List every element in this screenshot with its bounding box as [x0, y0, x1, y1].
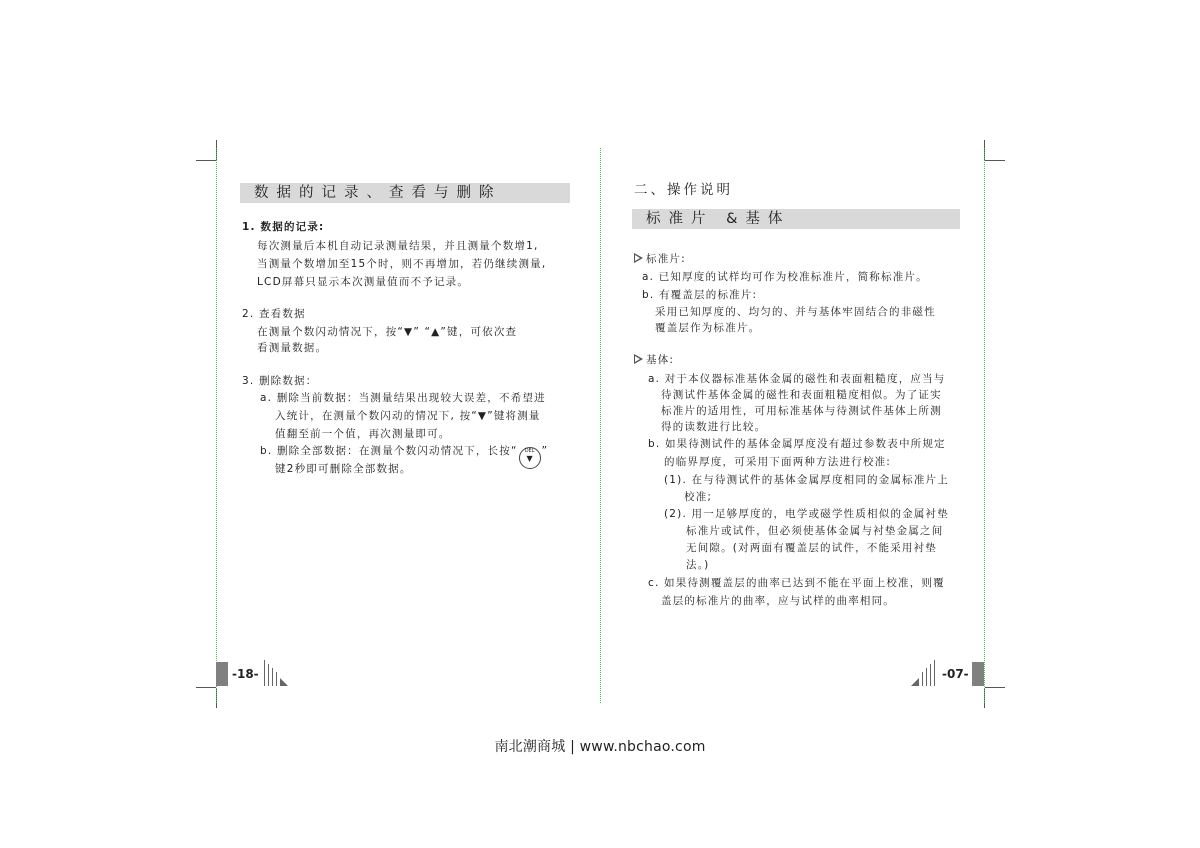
s2-line: 看测量数据。 [257, 342, 328, 354]
base-line: (2). 用一足够厚度的，电学或磁学性质相似的金属衬垫 [664, 508, 949, 520]
std-line: b. 有覆盖层的标准片: [642, 289, 758, 301]
s1-line: LCD屏幕只显示本次测量值而不予记录。 [257, 276, 470, 288]
base-line: 待测试件基体金属的磁性和表面粗糙度相似。为了证实 [661, 389, 942, 401]
std-line: a. 已知厚度的试样均可作为校准标准片，简称标准片。 [642, 271, 928, 283]
page-fold [600, 148, 601, 703]
base-line: 的临界厚度，可采用下面两种方法进行校准: [664, 456, 892, 468]
del-key-label: DEL [524, 448, 535, 454]
base-line: c. 如果待测覆盖层的曲率已达到不能在平面上校准，则覆 [648, 577, 945, 589]
tab-line [264, 660, 265, 686]
std-title-text: 标准片: [646, 253, 686, 265]
base-line: 无间隙。(对两面有覆盖层的试件，不能采用衬垫 [686, 542, 937, 554]
tab-line [276, 672, 277, 686]
s2-title: 2. 查看数据 [242, 308, 306, 320]
s3-b-close: ” [541, 445, 549, 457]
s1-line: 每次测量后本机自动记录测量结果，并且测量个数增1, [257, 240, 539, 252]
s3-b-text: b. 删除全部数据：在测量个数闪动情况下，长按“ [260, 445, 518, 457]
base-line: 标准片的适用性，可用标准基体与待测试件基体上所测 [661, 405, 942, 417]
arrow-bullet-icon [634, 253, 643, 263]
base-line: 校准; [684, 491, 713, 503]
std-line: 采用已知厚度的、均匀的、并与基体牢固结合的非磁性 [655, 306, 936, 318]
chapter-heading: 二、操作说明 [634, 182, 733, 198]
tab-triangle [280, 678, 288, 686]
crop-mark [196, 160, 216, 161]
crop-mark [196, 687, 216, 688]
del-key-icon [519, 447, 541, 469]
base-line: 得的读数进行比较。 [661, 421, 767, 433]
base-line: b. 如果待测试件的基体金属厚度没有超过参数表中所规定 [648, 438, 946, 450]
base-title-text: 基体: [646, 354, 675, 366]
base-line: (1). 在与待测试件的基体金属厚度相同的金属标准片上 [664, 474, 949, 486]
page-border-left [216, 148, 217, 703]
arrow-bullet-icon [634, 354, 643, 364]
s3-title: 3. 删除数据： [242, 375, 318, 387]
crop-mark [985, 687, 1005, 688]
tab-line [926, 668, 927, 686]
page-number: -07- [942, 667, 969, 681]
s1-title: 1. 数据的记录: [242, 221, 325, 233]
s3-line: 键2秒即可删除全部数据。 [275, 463, 412, 475]
page-border-right [984, 148, 985, 703]
section-title: 标准片 &基体 [646, 211, 791, 227]
page-number: -18- [232, 667, 259, 681]
base-line: 盖层的标准片的曲率，应与试样的曲率相同。 [661, 595, 895, 607]
s2-line: 在测量个数闪动情况下，按“▼” “▲”键，可依次查 [257, 326, 518, 338]
page-tab [972, 662, 984, 686]
s3-line: 入统计，在测量个数闪动的情况下, 按“▼”键将测量 [275, 410, 541, 422]
base-line: a. 对于本仪器标准基体金属的磁性和表面粗糙度，应当与 [648, 373, 946, 385]
tab-line [272, 668, 273, 686]
page-tab [216, 662, 228, 686]
tab-line [922, 672, 923, 686]
base-title [634, 353, 674, 367]
del-key-arrow: ▼ [526, 454, 533, 463]
s3-line: a. 删除当前数据：当测量结果出现较大误差，不希望进 [260, 392, 546, 404]
base-line: 法。) [686, 559, 710, 571]
std-line: 覆盖层作为标准片。 [655, 322, 761, 334]
crop-mark [985, 160, 1005, 161]
tab-line [268, 664, 269, 686]
tab-line [934, 660, 935, 686]
tab-line [930, 664, 931, 686]
s3-line: 值翻至前一个值，再次测量即可。 [275, 428, 451, 440]
base-line: 标准片或试件，但必须使基体金属与衬垫金属之间 [686, 525, 944, 537]
footer-site-link[interactable]: 南北潮商城 | www.nbchao.com [494, 739, 706, 755]
s1-line: 当测量个数增加至15个时，则不再增加，若仍继续测量, [257, 258, 547, 270]
std-title [634, 252, 686, 266]
section-title: 数据的记录、查看与删除 [254, 185, 502, 201]
tab-triangle [911, 678, 919, 686]
